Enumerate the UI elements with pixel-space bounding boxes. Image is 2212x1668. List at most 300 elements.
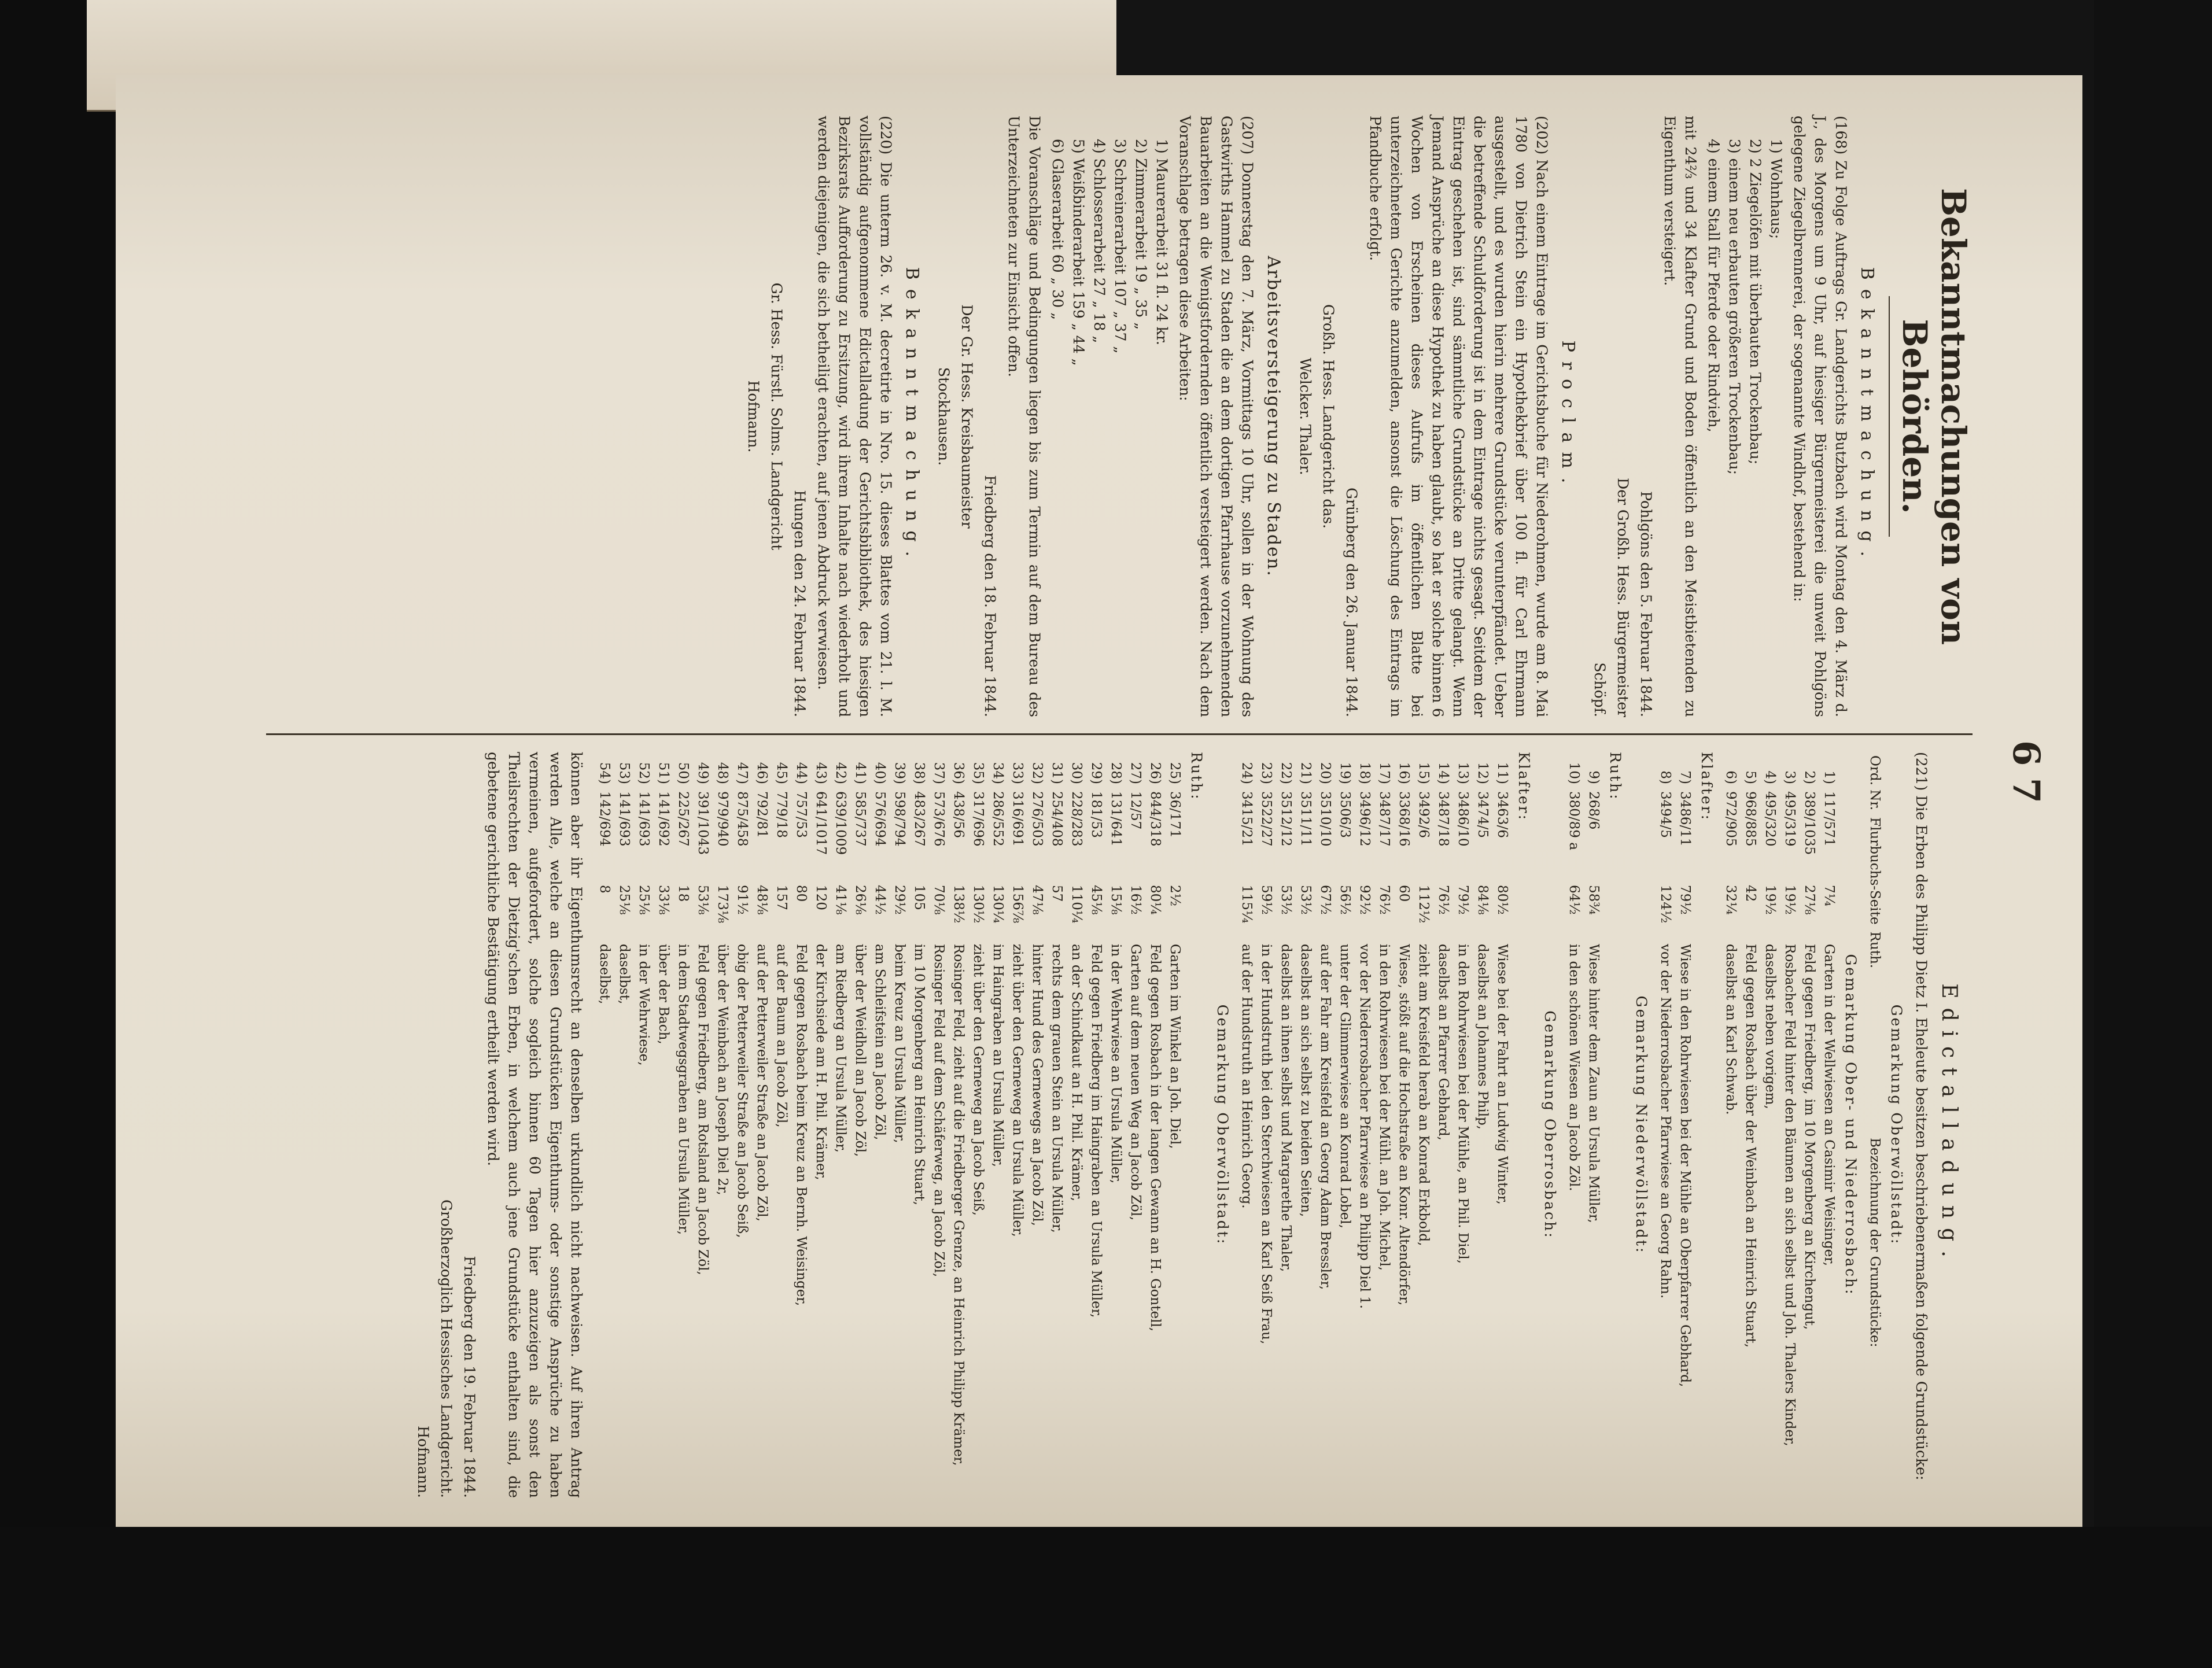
parcel-number: 49) [695, 762, 710, 784]
list-item: 4) einem Stall für Pferde oder Rindvieh, [1705, 139, 1722, 433]
table-row [1656, 752, 1675, 1498]
table-row [1819, 752, 1839, 1498]
parcel-number: 1) [1822, 770, 1837, 784]
parcel-description: in der Hundstruth bei den Sterchwiesen an Karl Seiß Frau, [1259, 944, 1274, 1345]
notice-207-items [1047, 139, 1172, 717]
area: 53½ [1278, 885, 1293, 915]
table-row [1237, 752, 1256, 1498]
parcel-number: 14) [1436, 762, 1451, 784]
table-row [949, 752, 968, 1498]
newspaper-page [116, 75, 2082, 1527]
area: 56½ [1337, 885, 1352, 915]
area: 59½ [1259, 885, 1274, 915]
table-row [732, 752, 752, 1498]
list-item: 2) Zimmerarbeit 19 „ 35 „ [1132, 139, 1149, 330]
list-item: 5) Weißbinderarbeit 159 „ 44 „ [1070, 139, 1087, 366]
register-page: 276/503 [1030, 791, 1045, 847]
column-header: Bezeichnung der Grundstücke: [1867, 1138, 1882, 1348]
area: 15⅛ [1108, 885, 1123, 915]
area: 48⅛ [754, 885, 769, 915]
signature-name: Schöpf. [1591, 662, 1608, 717]
parcel-number: 22) [1278, 762, 1293, 784]
parcel-number: 9) [1586, 770, 1601, 784]
area: 105 [912, 885, 927, 910]
list-item: 2) 2 Ziegelöfen mit überbauten Trockenbau; [1746, 139, 1764, 465]
register-page: 225/267 [676, 791, 691, 847]
register-page: 792/81 [754, 791, 769, 838]
edict-title: Edictalladung. [1937, 983, 1961, 1267]
parcel-description: daselbst an ihnen selbst und Margarethe Thaler, [1278, 944, 1293, 1272]
parcel-description: hinter Hund des Gernewegs an Jacob Zöl, [1030, 944, 1045, 1226]
register-page: 483/267 [912, 791, 927, 847]
unit-label: Klafter: [1516, 752, 1532, 822]
right-column [410, 752, 1973, 1498]
area: 80¼ [1148, 885, 1163, 915]
parcel-number: 53) [617, 762, 632, 784]
register-page: 495/320 [1763, 791, 1778, 847]
parcel-number: 33) [1010, 762, 1025, 784]
table-row [1165, 752, 1185, 1498]
register-page: 3496/12 [1357, 791, 1372, 847]
parcel-description: auf der Petterweiler Straße an Jacob Zöl, [754, 944, 769, 1222]
parcel-number: 15) [1416, 762, 1431, 784]
parcel-description: Garten in der Wellwiesen an Casimir Weisinger, [1822, 944, 1837, 1267]
parcel-description: vor der Niederrosbacher Pfarrwiese an Georg Rahn. [1658, 944, 1673, 1299]
table-row [1047, 752, 1067, 1498]
table-row [870, 752, 890, 1498]
register-page: 3486/10 [1455, 791, 1470, 847]
area: 79½ [1678, 885, 1693, 915]
parcel-description: in der Wehrwiese, [636, 944, 651, 1066]
parcel-description: über der Weidholl an Jacob Zöl, [853, 944, 868, 1157]
area: 84⅛ [1475, 885, 1490, 915]
parcel-description: im Haingraben an Ursula Müller, [990, 944, 1005, 1167]
register-page: 585/737 [853, 791, 868, 847]
table-row [1675, 752, 1695, 1498]
register-page: 639/1009 [833, 791, 848, 855]
parcel-description: daselbst, [617, 944, 632, 1005]
parcel-number: 51) [656, 762, 671, 784]
parcel-number: 13) [1455, 762, 1470, 784]
parcel-number: 37) [931, 762, 946, 784]
notice-202-text: (202) Nach einem Eintrage im Gerichtsbuche für Niederohmen, wurde am 8. Mai 1780 von Dietrich Stein ein Hypothekbrief über 100 fl. für Carl Ehrmann ausgestellt, und es wurden hierin mehrere Grundstücke verunterpfändet. Ueber die betreffende Schuldforderung ist in dem Eintrage nichts gesagt. Seitdem der Eintrag geschehen ist, sind sämmtliche Grundstücke an Dritte gelangt. Wenn Jemand Ansprüche an diese Hypothek zu haben glaubt, so hat er solche binnen 6 Wochen von Erscheinen dieses Aufrufs im öffentlichen Blatte bei unterzeichnetem Gerichte anzumelden, ansonst die Löschung des Eintrags im Pfandbuche erfolgt. [1366, 116, 1550, 717]
area: 47⅛ [1030, 885, 1045, 915]
parcel-description: an der Schindkaut an H. Phil. Krämer, [1069, 944, 1084, 1202]
register-page: 268/6 [1586, 791, 1601, 830]
notice-168-items [1703, 139, 1786, 717]
parcel-number: 6) [1723, 770, 1738, 784]
parcel-description: daselbst an Pfarrer Gebhard, [1436, 944, 1451, 1141]
register-page: 979/940 [715, 791, 730, 847]
area: 79½ [1455, 885, 1470, 915]
signature-title: Gr. Hess. Fürstl. Solms. Landgericht [768, 282, 785, 551]
table-row [1067, 752, 1086, 1498]
parcel-description: Feld gegen Friedberg, am Rotsland an Jacob Zöl, [695, 944, 710, 1275]
parcel-description: Feld gegen Rosbach in der langen Gewann an H. Gontell, [1148, 944, 1163, 1332]
parcel-number: 46) [754, 762, 769, 784]
register-page: 117/571 [1822, 791, 1837, 847]
parcel-number: 21) [1298, 762, 1313, 784]
area: 41⅛ [833, 885, 848, 915]
parcel-number: 16) [1396, 762, 1411, 784]
area: 80½ [1495, 885, 1510, 915]
register-page: 142/694 [597, 791, 612, 847]
area: 29½ [892, 885, 907, 915]
parcel-number: 29) [1089, 762, 1104, 784]
table-row [1315, 752, 1335, 1498]
parcel-number: 4) [1763, 770, 1778, 784]
parcel-description: zieht am Kreisfeld herab an Konrad Erkbold, [1416, 944, 1431, 1246]
area: 45⅛ [1089, 885, 1104, 915]
parcel-number: 54) [597, 762, 612, 784]
parcel-description: in den schönen Wiesen an Jacob Zöl. [1566, 944, 1581, 1191]
parcel-description: zieht über den Gerneweg an Ursula Müller, [1010, 944, 1025, 1237]
parcel-description: auf der Fahr am Kreisfeld an Georg Adam Bressler, [1318, 944, 1333, 1290]
area: 124½ [1658, 885, 1673, 924]
table-row [614, 752, 634, 1498]
table-row [929, 752, 949, 1498]
area: 130½ [971, 885, 986, 924]
area: 156⅞ [1010, 885, 1025, 924]
unit-label: Ruth: [1188, 752, 1205, 801]
area: 110¼ [1069, 885, 1084, 924]
table-row [1126, 752, 1145, 1498]
parcel-description: daselbst an Karl Schwab. [1723, 944, 1738, 1115]
area: 76½ [1377, 885, 1392, 915]
parcel-description: am Schleifstein an Jacob Zöl, [872, 944, 887, 1141]
area: 44½ [872, 885, 887, 915]
parcel-number: 25) [1167, 762, 1182, 784]
area: 80 [794, 885, 809, 902]
register-page: 3474/5 [1475, 791, 1490, 838]
parcel-number: 39) [892, 762, 907, 784]
edict-intro: (221) Die Erben des Philipp Dietz I. Eheleute besitzen beschriebenermaßen folgende Grundstücke: [1913, 752, 1930, 1481]
scan-background [2094, 0, 2212, 1668]
left-column [740, 116, 1973, 717]
scan-background [0, 0, 121, 1668]
area: 60 [1396, 885, 1411, 902]
parcel-description: Rosinger Feld, zieht auf die Friedberger Grenze, an Heinrich Philipp Krämer, [951, 944, 966, 1466]
edict-closing: können aber ihr Eigenthumsrecht an denselben urkundlich nicht nachweisen. Auf ihren Antrag werden Alle, welche an diesen Grundstücken Eigenthums- oder sonstige Ansprüche zu haben vermeinen, aufgefordert, solche sogleich binnen 60 Tagen hier anzuzeigen als sonst den Theilsrechten der Dietzig'schen Erben, in welchem auch jene Grundstücke enthalten sind, die gebetene gerichtliche Bestätigung ertheilt werden wird. [485, 752, 585, 1498]
register-page: 438/56 [951, 791, 966, 838]
table-row [1106, 752, 1126, 1498]
area: 25⅛ [617, 885, 632, 915]
list-item: 3) einem neu erbauten größeren Trockenbau; [1726, 139, 1743, 475]
area: 53½ [1298, 885, 1313, 915]
area: 19½ [1763, 885, 1778, 915]
parcel-number: 34) [990, 762, 1005, 784]
page-number: 67 [2004, 740, 2048, 815]
parcel-description: Feld gegen Friedberg im Haingraben an Ursula Müller, [1089, 944, 1104, 1318]
list-item: 1) Wohnhaus; [1767, 139, 1785, 239]
parcel-description: auf der Hundstruth an Heinrich Georg. [1239, 944, 1254, 1209]
edict-date: Friedberg den 19. Februar 1844. [461, 1256, 478, 1498]
parcel-number: 11) [1495, 762, 1510, 784]
table-row [752, 752, 772, 1498]
table-row [1394, 752, 1414, 1498]
parcel-number: 5) [1743, 770, 1758, 784]
table-row [634, 752, 654, 1498]
table-row [1086, 752, 1106, 1498]
area: 2½ [1167, 885, 1182, 906]
parcel-number: 43) [813, 762, 828, 784]
notice-title: Arbeitsversteigerung zu Staden. [1263, 256, 1284, 577]
area: 91½ [735, 885, 750, 915]
area: 138½ [951, 885, 966, 924]
register-page: 380/89 a [1566, 791, 1581, 850]
parcel-header [1865, 752, 1885, 1498]
parcel-description: daselbst an Johannes Philp, [1475, 944, 1490, 1130]
area: 130¼ [990, 885, 1005, 924]
table-row [673, 752, 693, 1498]
register-page: 181/53 [1089, 791, 1104, 838]
section-heading: Bekanntmachungen von Behörden. [1895, 188, 1973, 645]
area: 120 [813, 885, 828, 910]
parcel-description: Wiese, stößt auf die Hochstraße an Konr. Altendörfer, [1396, 944, 1411, 1306]
register-page: 757/53 [794, 791, 809, 838]
parcel-table [1721, 752, 1839, 1498]
register-page: 576/694 [872, 791, 887, 847]
parcel-number: 30) [1069, 762, 1084, 784]
parcel-number: 41) [853, 762, 868, 784]
parcel-number: 2) [1802, 770, 1817, 784]
register-page: 3506/3 [1337, 791, 1352, 838]
register-page: 875/458 [735, 791, 750, 847]
court-name: Großherzoglich Hessisches Landgericht. [438, 1200, 455, 1498]
table-row [1584, 752, 1603, 1498]
area: 19½ [1782, 885, 1797, 915]
register-page: 286/552 [990, 791, 1005, 847]
parcel-description: vor der Niederrosbacher Pfarrwiese an Philipp Diel 1. [1357, 944, 1372, 1309]
parcel-description: Wiese bei der Fahrt an Ludwig Winter, [1495, 944, 1510, 1205]
district-heading: Gemarkung Oberwöllstadt: [1888, 1004, 1905, 1246]
table-row [909, 752, 929, 1498]
list-item: 3) Schreinerarbeit 107 „ 37 „ [1111, 139, 1129, 354]
notice-220-text: (220) Die unterm 26. v. M. decretirte in Nro. 15. dieses Blattes vom 21. l. M. vollständig aufgenommene Edictalladung der Gerichtsbibliothek, des hiesigen Bezirksrats Aufforderung zu Ersitzung, wird ihrem Inhalte nach wiederholt und werden diejenigen, die sich betheiligt erachten, auf jenen Abdruck verwiesen. [814, 116, 894, 717]
parcel-description: über der Bach, [656, 944, 671, 1045]
notice-date: Hungen den 24. Februar 1844. [791, 490, 808, 717]
notice-date: Grünberg den 26. Januar 1844. [1343, 488, 1360, 717]
notice-date: Friedberg den 18. Februar 1844. [981, 475, 998, 717]
parcel-description: Rosbacher Feld hinter den Bäumen an sich selbst und Joh. Thalers Kinder, [1782, 944, 1797, 1446]
heading-rule [1889, 296, 1890, 537]
page-header [1990, 75, 2059, 1527]
area: 26⅛ [853, 885, 868, 915]
area: 157 [774, 885, 789, 910]
parcel-table [1656, 752, 1695, 1498]
parcel-description: Feld gegen Friedberg, im 10 Morgenberg an Kirchengut, [1802, 944, 1817, 1330]
table-row [1335, 752, 1355, 1498]
parcel-number: 38) [912, 762, 927, 784]
register-page: 598/794 [892, 791, 907, 847]
register-page: 141/692 [656, 791, 671, 847]
table-row [713, 752, 732, 1498]
signature-name: Hofmann. [744, 380, 762, 453]
district-heading: Gemarkung Niederwöllstadt: [1633, 995, 1650, 1254]
parcel-number: 3) [1782, 770, 1797, 784]
parcel-description: Wiese hinter dem Zaun an Ursula Müller, [1586, 944, 1601, 1223]
notice-date: Pohlgöns den 5. Februar 1844. [1637, 491, 1654, 717]
table-row [1296, 752, 1315, 1498]
register-page: 12/57 [1128, 791, 1143, 830]
area: 115¼ [1239, 885, 1254, 924]
scan-background [0, 1527, 2212, 1668]
list-item: 6) Glaserarbeit 60 „ 30 „ [1049, 139, 1066, 320]
parcel-number: 10) [1566, 762, 1581, 784]
parcel-number: 44) [794, 762, 809, 784]
list-item: 4) Schlosserarbeit 27 „ 18 „ [1090, 139, 1108, 344]
area: 16½ [1128, 885, 1143, 915]
register-page: 641/1017 [813, 791, 828, 855]
parcel-number: 40) [872, 762, 887, 784]
register-page: 317/696 [971, 791, 986, 847]
district-heading: Gemarkung Oberrosbach: [1542, 1010, 1558, 1239]
register-page: 972/905 [1723, 791, 1738, 847]
register-page: 3486/11 [1678, 791, 1693, 847]
parcel-description: in der Wehrwiese an Ursula Müller, [1108, 944, 1123, 1184]
table-row [1564, 752, 1584, 1498]
parcel-number: 31) [1049, 762, 1064, 784]
table-row [1760, 752, 1780, 1498]
parcel-description: Feld gegen Rosbach über der Weinbach an Heinrich Stuart, [1743, 944, 1758, 1348]
notice-207-text: (207) Donnerstag den 7. März, Vormittags 10 Uhr, sollen in der Wohnung des Gastwirths Hammel zu Staden die an dem dortigen Pfarrhause vorzunehmenden Bauarbeiten an die Wenigstfordernden öffentlich versteigert werden. Nach dem Voranschlage betragen diese Arbeiten: [1176, 116, 1256, 717]
notice-title: Bekanntmachung. [901, 267, 922, 566]
register-page: 573/676 [931, 791, 946, 847]
area: 7¼ [1822, 885, 1837, 906]
register-page: 316/691 [1010, 791, 1025, 847]
area: 33⅛ [656, 885, 671, 915]
area: 173⅛ [715, 885, 730, 924]
parcel-number: 18) [1357, 762, 1372, 784]
area: 27⅛ [1802, 885, 1817, 915]
table-row [1355, 752, 1374, 1498]
parcel-number: 47) [735, 762, 750, 784]
parcel-number: 50) [676, 762, 691, 784]
table-row [1414, 752, 1433, 1498]
column-header: Flurbuchs-Seite [1867, 817, 1882, 925]
parcel-description: daselbst neben vorigem, [1763, 944, 1778, 1109]
table-row [693, 752, 713, 1498]
parcel-number: 52) [636, 762, 651, 784]
register-page: 391/1043 [695, 791, 710, 855]
parcel-table [1564, 752, 1603, 1498]
notice-title: Proclam. [1557, 340, 1578, 493]
parcel-description: Garten auf dem neuen Weg an Jacob Zöl, [1128, 944, 1143, 1221]
register-page: 228/283 [1069, 791, 1084, 847]
table-row [1492, 752, 1512, 1498]
table-row [1473, 752, 1492, 1498]
parcel-number: 42) [833, 762, 848, 784]
notice-168-text: (168) Zu Folge Auftrags Gr. Landgerichts Butzbach wird Montag den 4. März d. J., des Morgens um 9 Uhr, auf hiesiger Bürgermeisterei die unweit Pohlgöns gelegene Ziegelbrennerei, der sogenannte Windhof, bestehend in: [1790, 116, 1849, 717]
parcel-number: 19) [1337, 762, 1352, 784]
register-page: 3512/12 [1278, 791, 1293, 847]
area: 67½ [1318, 885, 1333, 915]
parcel-description: auf der Baum an Jacob Zöl, [774, 944, 789, 1128]
district-heading: Gemarkung Ober- und Niederrosbach: [1842, 954, 1859, 1296]
parcel-number: 45) [774, 762, 789, 784]
area: 57 [1049, 885, 1064, 902]
signature-name: Welcker. Thaler. [1296, 357, 1314, 475]
list-item: mit 24⅔ und 34 Klafter Grund und Boden öffentlich an den Meistbietenden zu Eigenthum versteigert. [1661, 116, 1699, 717]
table-row [1780, 752, 1800, 1498]
table-row [1276, 752, 1296, 1498]
table-row [1256, 752, 1276, 1498]
register-page: 3368/16 [1396, 791, 1411, 847]
parcel-number: 28) [1108, 762, 1123, 784]
table-row [968, 752, 988, 1498]
parcel-description: über der Weinbach an Joseph Diel 2r, [715, 944, 730, 1195]
register-page: 779/18 [774, 791, 789, 838]
parcel-description: der Kirchsiede am H. Phil. Krämer, [813, 944, 828, 1180]
register-page: 141/693 [617, 791, 632, 847]
area: 70⅛ [931, 885, 946, 915]
register-page: 968/885 [1743, 791, 1758, 847]
notice-title: Bekanntmachung. [1856, 267, 1877, 566]
parcel-description: Garten im Winkel an Joh. Diel, [1167, 944, 1182, 1149]
table-row [1027, 752, 1047, 1498]
parcel-description: im 10 Morgenberg an Heinrich Stuart, [912, 944, 927, 1206]
area: 112½ [1416, 885, 1431, 924]
column-divider [266, 733, 1973, 735]
parcel-description: daselbst, [597, 944, 612, 1005]
parcel-description: unter der Glimmerwiese an Konrad Lobel, [1337, 944, 1352, 1229]
column-header: Ruth. [1867, 931, 1882, 969]
unit-label: Ruth: [1607, 752, 1624, 801]
parcel-table [595, 752, 1185, 1498]
table-row [1145, 752, 1165, 1498]
register-page: 844/318 [1148, 791, 1163, 847]
parcel-description: in den Rohrwiesen bei der Mühle, an Phil. Diel, [1455, 944, 1470, 1264]
parcel-number: 20) [1318, 762, 1333, 784]
register-page: 3522/27 [1259, 791, 1274, 847]
table-row [1800, 752, 1819, 1498]
parcel-table [1237, 752, 1512, 1498]
register-page: 3415/21 [1239, 791, 1254, 847]
table-row [1721, 752, 1741, 1498]
table-row [1433, 752, 1453, 1498]
signature-title: Der Gr. Hess. Kreisbaumeister [958, 304, 975, 529]
notice-207-text-2: Die Voranschläge und Bedingungen liegen bis zum Termin auf dem Bureau des Unterzeichneten zur Einsicht offen. [1005, 116, 1043, 717]
area: 8 [597, 885, 612, 894]
parcel-number: 26) [1148, 762, 1163, 784]
parcel-description: Wiese in den Rohrwiesen bei der Mühle an Oberpfarrer Gebhard, [1678, 944, 1693, 1387]
parcel-number: 24) [1239, 762, 1254, 784]
table-row [811, 752, 831, 1498]
parcel-description: zieht über den Gerneweg an Jacob Seiß, [971, 944, 986, 1216]
area: 58¾ [1586, 885, 1601, 915]
table-row [1374, 752, 1394, 1498]
signature-name: Stockhausen. [935, 367, 952, 466]
register-page: 141/693 [636, 791, 651, 847]
district-heading: Gemarkung Oberwöllstadt: [1214, 1004, 1231, 1246]
table-row [1741, 752, 1760, 1498]
register-page: 389/1035 [1802, 791, 1817, 855]
table-row [772, 752, 791, 1498]
table-row [890, 752, 909, 1498]
area: 42 [1743, 885, 1758, 902]
table-row [1008, 752, 1027, 1498]
parcel-number: 12) [1475, 762, 1490, 784]
column-header: Ord. Nr. [1867, 755, 1882, 811]
area: 25⅛ [636, 885, 651, 915]
table-row [595, 752, 614, 1498]
table-row [1453, 752, 1473, 1498]
parcel-number: 7) [1678, 770, 1693, 784]
parcel-description: rechts dem grauen Stein an Ursula Müller, [1049, 944, 1064, 1233]
parcel-number: 32) [1030, 762, 1045, 784]
table-row [831, 752, 850, 1498]
area: 32¼ [1723, 885, 1738, 915]
